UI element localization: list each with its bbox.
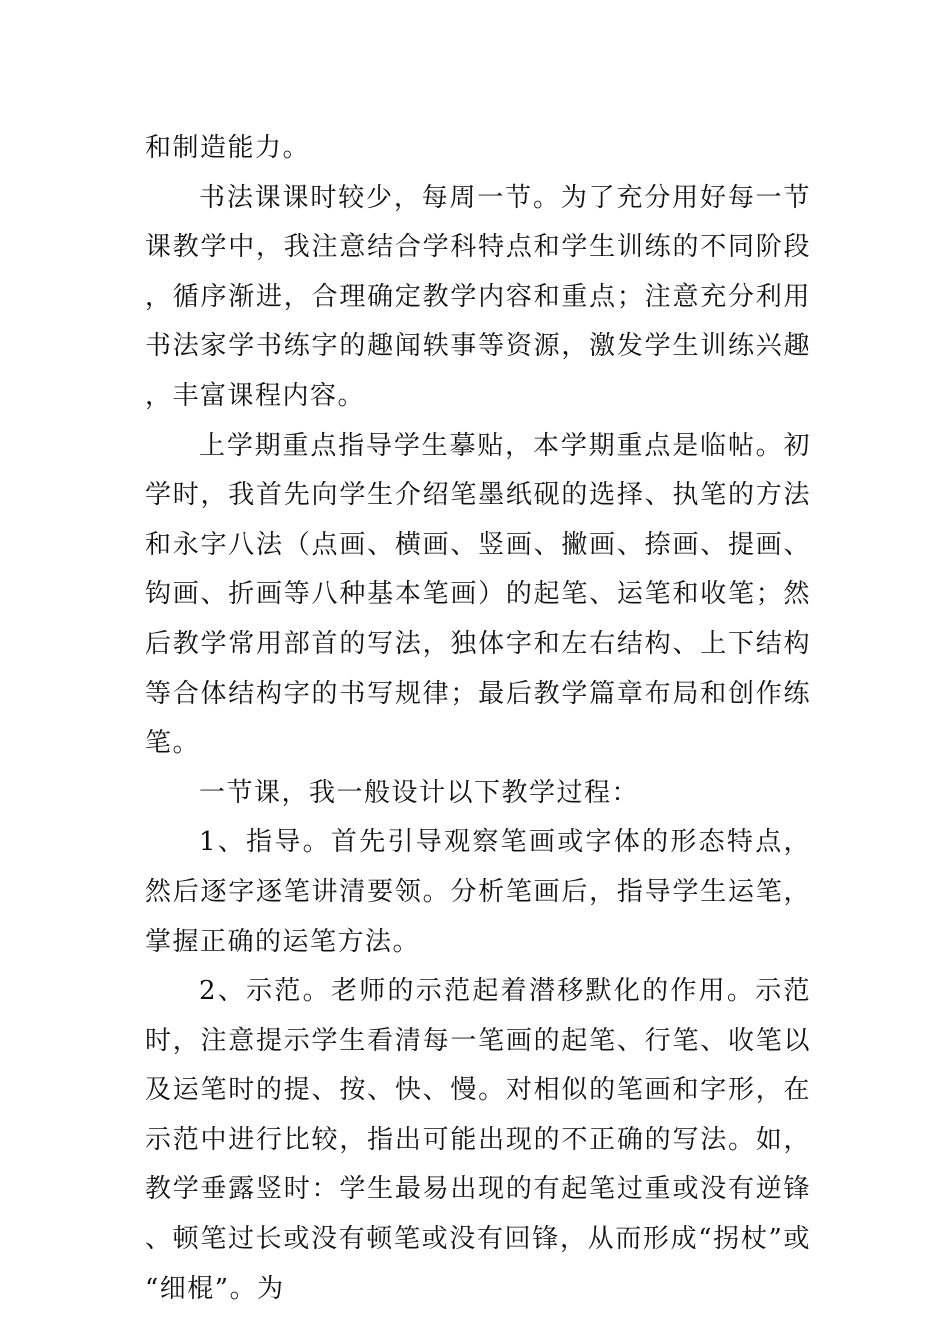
paragraph-4: 一节课，我一般设计以下教学过程： (199, 777, 640, 808)
paragraph-1: 和制造能力。 (145, 133, 311, 163)
paragraph-3: 上学期重点指导学生摹贴，本学期重点是临帖。初学时，我首先向学生介绍笔墨纸砚的选择、执笔的方法和永字八法（点画、横画、竖画、撇画、捺画、提画、钩画、折画等八种基本笔画）的起笔、运笔和收笔；然后教学常用部首的写法，独体字和左右结构、上下结构等合体结构字的书写规律；最后教学篇章布局和创作练笔。 (145, 430, 811, 759)
document-body (145, 124, 811, 1314)
paragraph-2: 书法课课时较少，每周一节。为了充分用好每一节课教学中，我注意结合学科特点和学生训练的不同阶段，循序渐进，合理确定教学内容和重点；注意充分利用书法家学书练字的趣闻轶事等资源，激发学生训练兴趣，丰富课程内容。 (145, 182, 811, 411)
paragraph-5: 1、指导。首先引导观察笔画或字体的形态特点，然后逐字逐笔讲清要领。分析笔画后，指导学生运笔，掌握正确的运笔方法。 (145, 827, 811, 957)
paragraph-6: 2、示范。老师的示范起着潜移默化的作用。示范时，注意提示学生看清每一笔画的起笔、行笔、收笔以及运笔时的提、按、快、慢。对相似的笔画和字形，在示范中进行比较，指出可能出现的不正确的写法。如，教学垂露竖时：学生最易出现的有起笔过重或没有逆锋、顿笔过长或没有顿笔或没有回锋，从而形成“拐杖”或“细棍”。为 (145, 976, 811, 1304)
